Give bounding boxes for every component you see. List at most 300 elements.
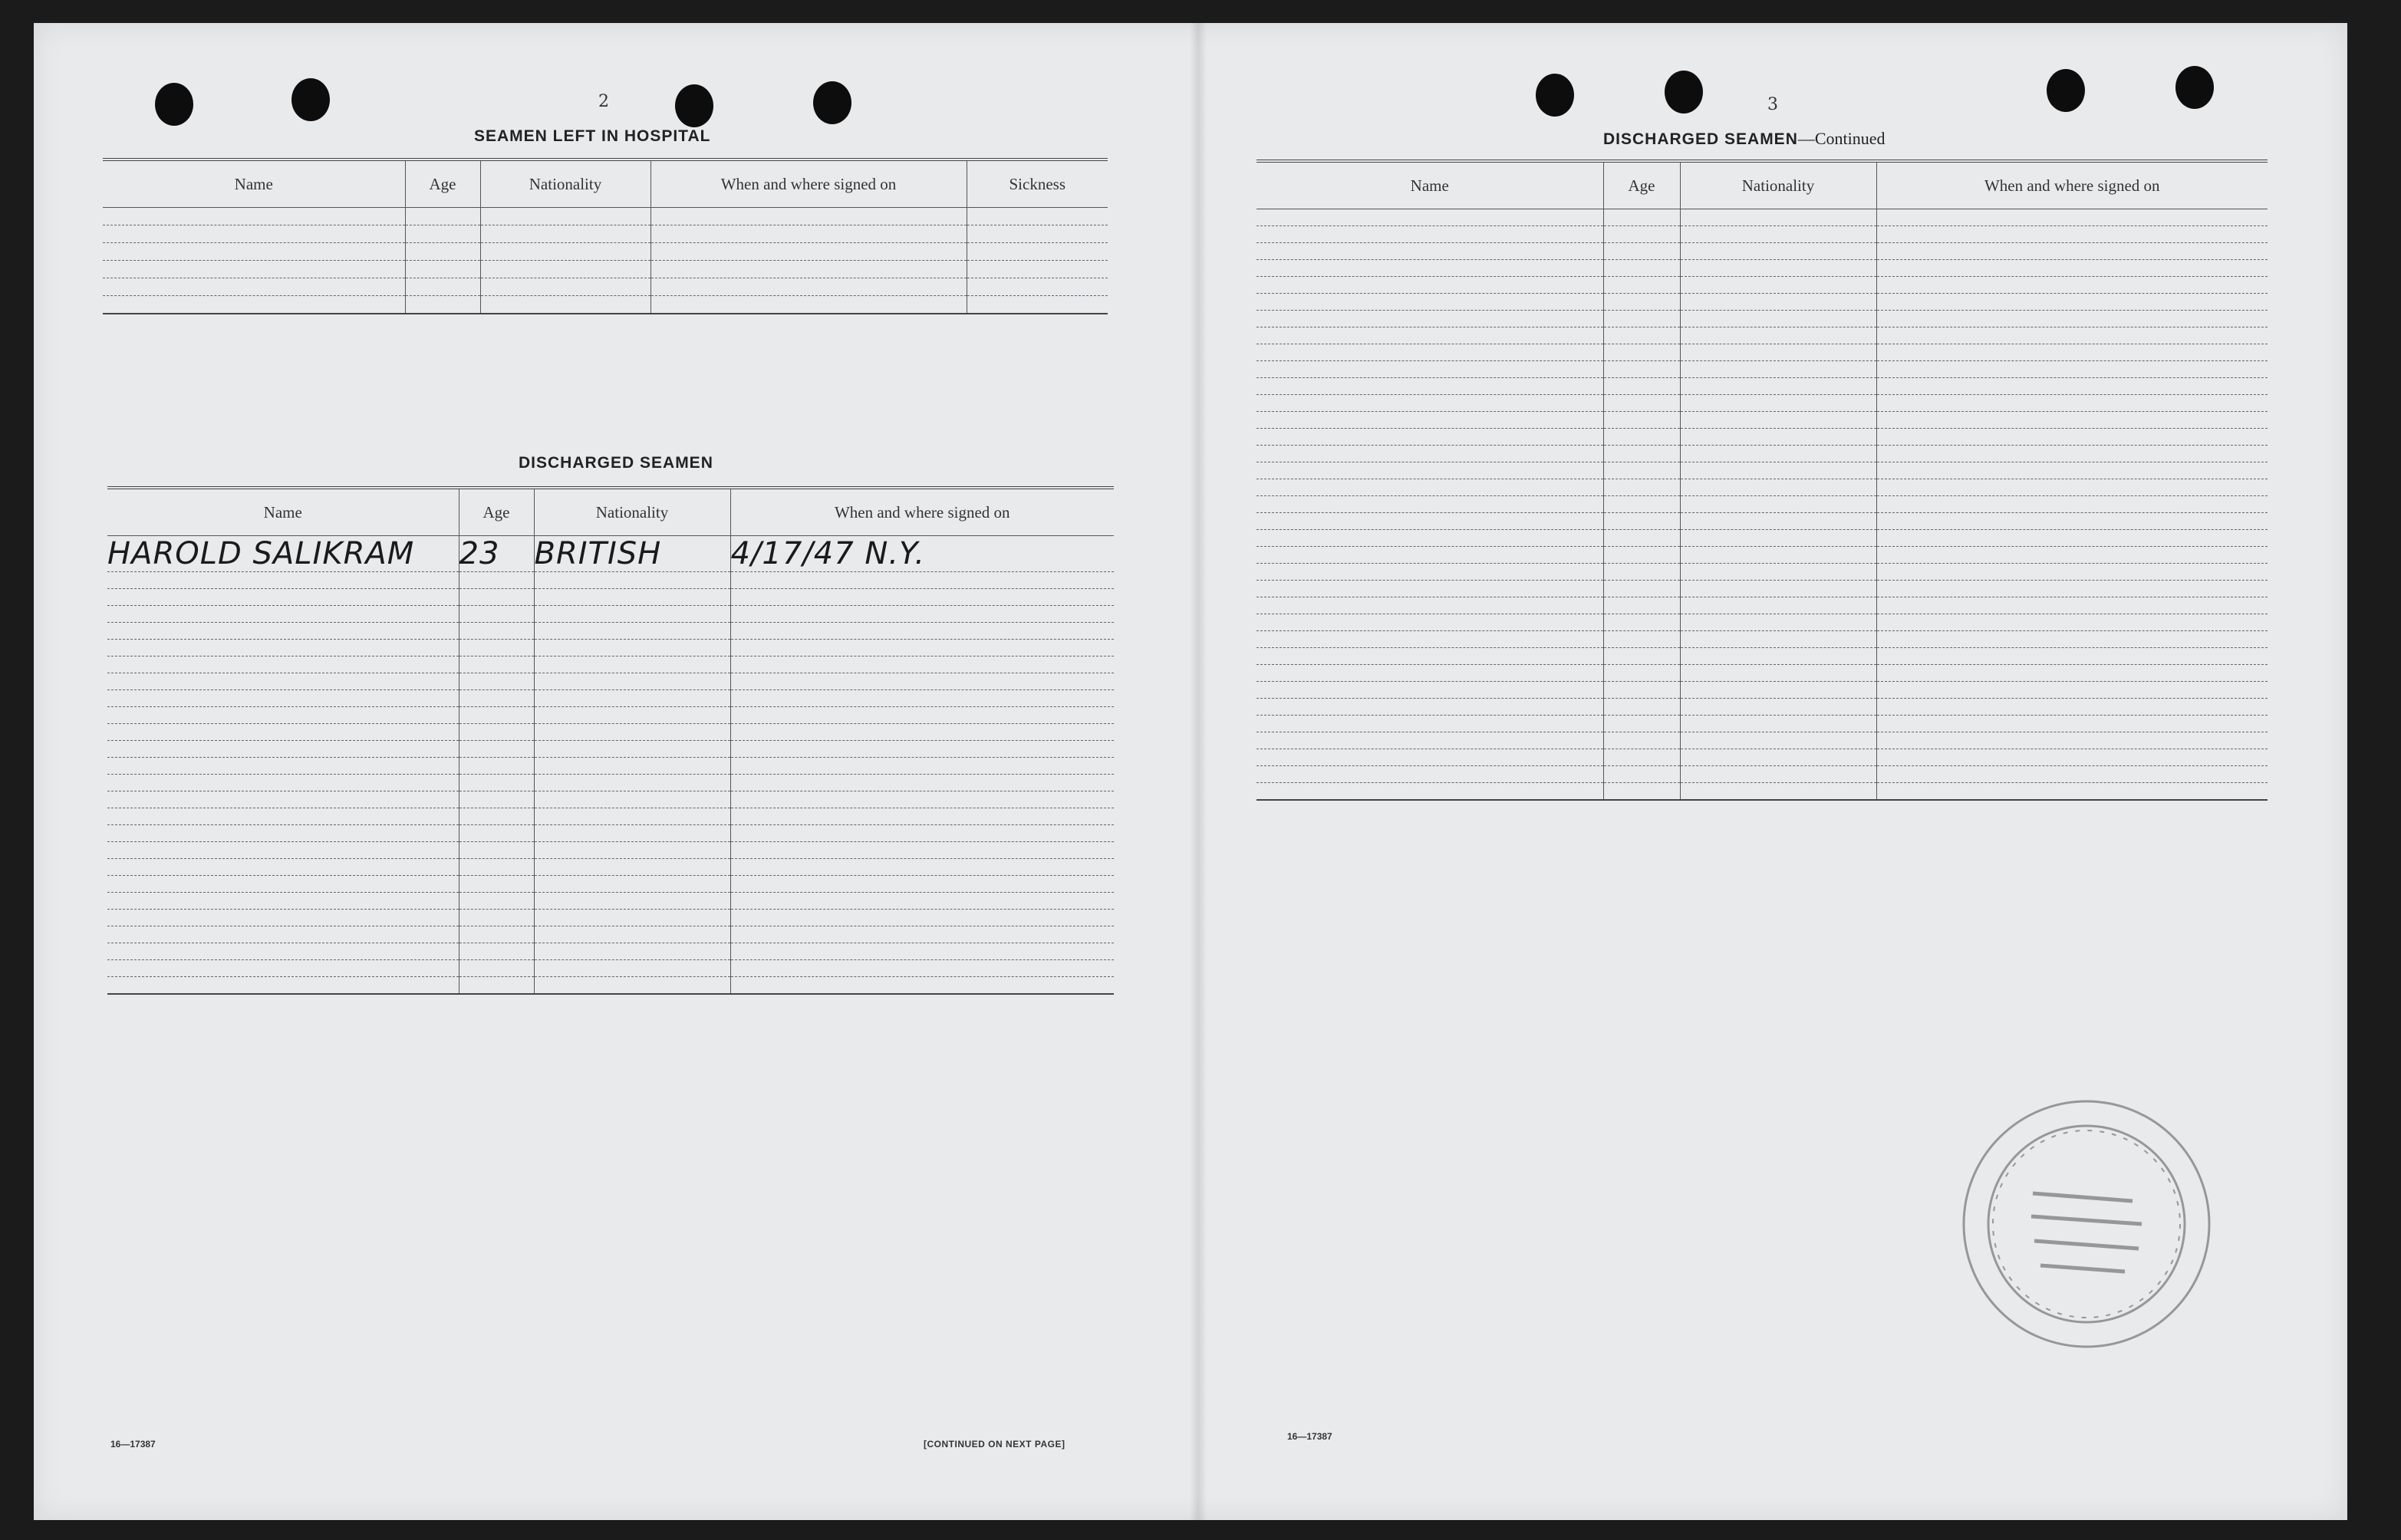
blank-cell bbox=[459, 808, 534, 825]
blank-cell bbox=[1876, 631, 2268, 648]
blank-cell bbox=[534, 656, 730, 673]
table-row bbox=[1256, 581, 2268, 597]
blank-cell bbox=[1680, 581, 1876, 597]
blank-cell bbox=[730, 775, 1114, 791]
blank-cell bbox=[459, 724, 534, 741]
blank-cell bbox=[1256, 716, 1603, 732]
blank-cell bbox=[1256, 243, 1603, 260]
table-row bbox=[1256, 665, 2268, 682]
blank-cell bbox=[405, 278, 480, 296]
blank-cell bbox=[534, 943, 730, 960]
discharged-continued-column-header: Name bbox=[1256, 161, 1603, 209]
table-row bbox=[107, 536, 1114, 572]
table-row bbox=[1256, 395, 2268, 412]
blank-cell bbox=[107, 943, 459, 960]
blank-cell bbox=[1603, 412, 1680, 429]
table-row bbox=[1256, 226, 2268, 243]
blank-cell bbox=[107, 690, 459, 707]
blank-cell bbox=[1603, 446, 1680, 462]
blank-cell bbox=[405, 243, 480, 261]
blank-cell bbox=[1256, 732, 1603, 749]
blank-cell bbox=[480, 296, 650, 314]
blank-cell bbox=[1603, 226, 1680, 243]
blank-cell bbox=[107, 859, 459, 876]
blank-cell bbox=[1680, 699, 1876, 716]
hospital-section-title: SEAMEN LEFT IN HOSPITAL bbox=[474, 127, 711, 145]
blank-cell bbox=[459, 690, 534, 707]
discharged-continued-column-header: Age bbox=[1603, 161, 1680, 209]
blank-cell bbox=[103, 296, 405, 314]
blank-cell bbox=[1876, 766, 2268, 783]
blank-cell bbox=[967, 278, 1108, 296]
blank-cell bbox=[1680, 311, 1876, 327]
blank-cell bbox=[459, 606, 534, 623]
blank-cell bbox=[534, 758, 730, 775]
blank-cell bbox=[405, 208, 480, 225]
blank-cell bbox=[1680, 479, 1876, 496]
blank-cell bbox=[1876, 716, 2268, 732]
blank-cell bbox=[1256, 395, 1603, 412]
blank-cell bbox=[1256, 446, 1603, 462]
blank-cell bbox=[1680, 513, 1876, 530]
blank-cell bbox=[1256, 749, 1603, 766]
blank-cell bbox=[459, 910, 534, 926]
blank-cell bbox=[107, 572, 459, 589]
hospital-column-header: Sickness bbox=[967, 160, 1108, 208]
table-row bbox=[107, 859, 1114, 876]
blank-cell bbox=[459, 876, 534, 893]
blank-cell bbox=[1603, 564, 1680, 581]
table-row bbox=[1256, 614, 2268, 631]
blank-cell bbox=[405, 296, 480, 314]
table-row bbox=[107, 808, 1114, 825]
blank-cell bbox=[1680, 547, 1876, 564]
blank-cell bbox=[650, 278, 967, 296]
table-row bbox=[107, 910, 1114, 926]
blank-cell bbox=[730, 977, 1114, 995]
table-row bbox=[107, 775, 1114, 791]
blank-cell bbox=[534, 572, 730, 589]
blank-cell bbox=[1603, 749, 1680, 766]
blank-cell bbox=[405, 261, 480, 278]
blank-cell bbox=[459, 758, 534, 775]
table-row bbox=[1256, 378, 2268, 395]
table-row bbox=[1256, 429, 2268, 446]
table-row bbox=[107, 741, 1114, 758]
blank-cell bbox=[1680, 749, 1876, 766]
table-row bbox=[1256, 311, 2268, 327]
blank-cell bbox=[480, 225, 650, 243]
table-row bbox=[1256, 513, 2268, 530]
punch-hole bbox=[1536, 74, 1574, 117]
blank-cell bbox=[1876, 581, 2268, 597]
page-number-right: 3 bbox=[1767, 95, 1778, 114]
blank-cell bbox=[1876, 665, 2268, 682]
table-row bbox=[107, 724, 1114, 741]
table-row bbox=[107, 926, 1114, 943]
blank-cell bbox=[1680, 614, 1876, 631]
hospital-column-header: Age bbox=[405, 160, 480, 208]
blank-cell bbox=[459, 572, 534, 589]
blank-cell bbox=[1603, 395, 1680, 412]
blank-cell bbox=[1876, 226, 2268, 243]
blank-cell bbox=[1876, 429, 2268, 446]
blank-cell bbox=[459, 673, 534, 690]
blank-cell bbox=[1680, 209, 1876, 226]
blank-cell bbox=[107, 825, 459, 842]
blank-cell bbox=[1876, 395, 2268, 412]
blank-cell bbox=[1876, 530, 2268, 547]
table-row bbox=[1256, 682, 2268, 699]
blank-cell bbox=[459, 859, 534, 876]
blank-cell bbox=[1603, 631, 1680, 648]
blank-cell bbox=[107, 926, 459, 943]
hospital-column-header: When and where signed on bbox=[650, 160, 967, 208]
blank-cell bbox=[103, 243, 405, 261]
continued-note: [CONTINUED ON NEXT PAGE] bbox=[924, 1439, 1065, 1450]
blank-cell bbox=[534, 707, 730, 724]
blank-cell bbox=[459, 825, 534, 842]
table-row bbox=[1256, 344, 2268, 361]
blank-cell bbox=[730, 623, 1114, 640]
blank-cell bbox=[459, 741, 534, 758]
blank-cell bbox=[1256, 277, 1603, 294]
blank-cell bbox=[1680, 597, 1876, 614]
blank-cell bbox=[1680, 682, 1876, 699]
blank-cell bbox=[1876, 682, 2268, 699]
blank-cell bbox=[107, 758, 459, 775]
blank-cell bbox=[1256, 631, 1603, 648]
table-row bbox=[1256, 648, 2268, 665]
blank-cell bbox=[459, 791, 534, 808]
table-row bbox=[107, 977, 1114, 995]
blank-cell bbox=[1256, 530, 1603, 547]
blank-cell bbox=[1680, 716, 1876, 732]
discharged-table bbox=[107, 486, 1114, 995]
blank-cell bbox=[1876, 327, 2268, 344]
blank-cell bbox=[1680, 361, 1876, 378]
discharged-column-header: Age bbox=[459, 488, 534, 536]
blank-cell bbox=[650, 296, 967, 314]
blank-cell bbox=[459, 842, 534, 859]
blank-cell bbox=[1256, 581, 1603, 597]
blank-cell bbox=[103, 208, 405, 225]
blank-cell bbox=[730, 589, 1114, 606]
blank-cell bbox=[103, 278, 405, 296]
blank-cell bbox=[1680, 294, 1876, 311]
blank-cell bbox=[1876, 699, 2268, 716]
blank-cell bbox=[1876, 412, 2268, 429]
blank-cell bbox=[107, 606, 459, 623]
blank-cell bbox=[459, 943, 534, 960]
table-row bbox=[1256, 327, 2268, 344]
table-row bbox=[107, 943, 1114, 960]
blank-cell bbox=[1256, 294, 1603, 311]
discharged-column-header: Nationality bbox=[534, 488, 730, 536]
table-row bbox=[103, 208, 1108, 225]
blank-cell bbox=[107, 960, 459, 977]
table-row bbox=[1256, 260, 2268, 277]
blank-cell bbox=[1680, 783, 1876, 801]
blank-cell bbox=[534, 842, 730, 859]
table-row bbox=[107, 758, 1114, 775]
blank-cell bbox=[107, 775, 459, 791]
table-row bbox=[107, 589, 1114, 606]
blank-cell bbox=[534, 808, 730, 825]
table-row bbox=[1256, 361, 2268, 378]
blank-cell bbox=[1680, 378, 1876, 395]
blank-cell bbox=[1680, 260, 1876, 277]
blank-cell bbox=[1680, 496, 1876, 513]
blank-cell bbox=[107, 791, 459, 808]
blank-cell bbox=[1603, 260, 1680, 277]
blank-cell bbox=[1876, 311, 2268, 327]
blank-cell bbox=[534, 876, 730, 893]
blank-cell bbox=[1680, 243, 1876, 260]
blank-cell bbox=[107, 656, 459, 673]
blank-cell bbox=[730, 876, 1114, 893]
blank-cell bbox=[534, 960, 730, 977]
table-row bbox=[103, 225, 1108, 243]
seaman-name: HAROLD SALIKRAM bbox=[107, 536, 459, 572]
punch-hole bbox=[813, 81, 851, 124]
blank-cell bbox=[1603, 732, 1680, 749]
blank-cell bbox=[730, 572, 1114, 589]
blank-cell bbox=[1603, 648, 1680, 665]
blank-cell bbox=[480, 261, 650, 278]
table-row bbox=[107, 825, 1114, 842]
blank-cell bbox=[103, 261, 405, 278]
blank-cell bbox=[730, 707, 1114, 724]
blank-cell bbox=[1680, 766, 1876, 783]
blank-cell bbox=[1876, 294, 2268, 311]
blank-cell bbox=[1876, 446, 2268, 462]
blank-cell bbox=[1256, 311, 1603, 327]
blank-cell bbox=[534, 775, 730, 791]
blank-cell bbox=[107, 640, 459, 656]
blank-cell bbox=[1876, 749, 2268, 766]
blank-cell bbox=[1256, 226, 1603, 243]
blank-cell bbox=[1603, 547, 1680, 564]
document-sheet bbox=[34, 23, 2347, 1520]
blank-cell bbox=[1256, 479, 1603, 496]
blank-cell bbox=[459, 707, 534, 724]
blank-cell bbox=[1256, 209, 1603, 226]
blank-cell bbox=[534, 623, 730, 640]
blank-cell bbox=[730, 791, 1114, 808]
discharged-column-header: Name bbox=[107, 488, 459, 536]
blank-cell bbox=[1256, 344, 1603, 361]
blank-cell bbox=[1603, 311, 1680, 327]
blank-cell bbox=[967, 208, 1108, 225]
blank-cell bbox=[730, 724, 1114, 741]
blank-cell bbox=[107, 589, 459, 606]
blank-cell bbox=[534, 606, 730, 623]
blank-cell bbox=[650, 261, 967, 278]
punch-hole bbox=[2175, 66, 2214, 109]
blank-cell bbox=[1680, 277, 1876, 294]
blank-cell bbox=[534, 893, 730, 910]
blank-cell bbox=[1603, 429, 1680, 446]
blank-cell bbox=[107, 808, 459, 825]
blank-cell bbox=[1603, 344, 1680, 361]
blank-cell bbox=[1603, 716, 1680, 732]
hospital-column-header: Name bbox=[103, 160, 405, 208]
blank-cell bbox=[1256, 665, 1603, 682]
blank-cell bbox=[1603, 496, 1680, 513]
blank-cell bbox=[1680, 648, 1876, 665]
blank-cell bbox=[1876, 361, 2268, 378]
blank-cell bbox=[1876, 547, 2268, 564]
blank-cell bbox=[1603, 699, 1680, 716]
seaman-nationality: BRITISH bbox=[534, 536, 730, 572]
blank-cell bbox=[730, 825, 1114, 842]
blank-cell bbox=[459, 656, 534, 673]
blank-cell bbox=[1603, 513, 1680, 530]
blank-cell bbox=[1876, 243, 2268, 260]
blank-cell bbox=[1603, 243, 1680, 260]
blank-cell bbox=[1876, 732, 2268, 749]
blank-cell bbox=[730, 640, 1114, 656]
blank-cell bbox=[1876, 783, 2268, 801]
blank-cell bbox=[1876, 648, 2268, 665]
blank-cell bbox=[650, 243, 967, 261]
blank-cell bbox=[107, 910, 459, 926]
blank-cell bbox=[730, 910, 1114, 926]
table-row bbox=[107, 640, 1114, 656]
blank-cell bbox=[1876, 344, 2268, 361]
table-row bbox=[107, 673, 1114, 690]
blank-cell bbox=[1876, 209, 2268, 226]
table-row bbox=[1256, 716, 2268, 732]
blank-cell bbox=[730, 893, 1114, 910]
blank-cell bbox=[1256, 496, 1603, 513]
hospital-table bbox=[103, 158, 1108, 314]
table-row bbox=[107, 656, 1114, 673]
blank-cell bbox=[480, 278, 650, 296]
blank-cell bbox=[967, 225, 1108, 243]
table-row bbox=[1256, 479, 2268, 496]
blank-cell bbox=[1256, 412, 1603, 429]
table-row bbox=[103, 296, 1108, 314]
table-row bbox=[1256, 209, 2268, 226]
punch-hole bbox=[291, 78, 330, 121]
table-row bbox=[107, 572, 1114, 589]
blank-cell bbox=[534, 859, 730, 876]
blank-cell bbox=[1256, 682, 1603, 699]
table-row bbox=[1256, 294, 2268, 311]
blank-cell bbox=[1256, 648, 1603, 665]
blank-cell bbox=[1680, 462, 1876, 479]
blank-cell bbox=[967, 243, 1108, 261]
discharged-section-title: DISCHARGED SEAMEN bbox=[519, 454, 713, 472]
blank-cell bbox=[1256, 766, 1603, 783]
page-number-left: 2 bbox=[598, 92, 609, 111]
blank-cell bbox=[459, 589, 534, 606]
table-row bbox=[1256, 496, 2268, 513]
blank-cell bbox=[405, 225, 480, 243]
blank-cell bbox=[1256, 547, 1603, 564]
seaman-age: 23 bbox=[459, 536, 534, 572]
blank-cell bbox=[459, 977, 534, 995]
discharged-continued-title-suffix: —Continued bbox=[1797, 129, 1886, 148]
blank-cell bbox=[1680, 412, 1876, 429]
blank-cell bbox=[1680, 344, 1876, 361]
blank-cell bbox=[1256, 783, 1603, 801]
form-code-right: 16—17387 bbox=[1287, 1431, 1332, 1442]
blank-cell bbox=[459, 775, 534, 791]
blank-cell bbox=[1680, 446, 1876, 462]
blank-cell bbox=[730, 943, 1114, 960]
blank-cell bbox=[730, 842, 1114, 859]
blank-cell bbox=[534, 673, 730, 690]
blank-cell bbox=[534, 589, 730, 606]
blank-cell bbox=[1680, 327, 1876, 344]
form-code-left: 16—17387 bbox=[110, 1439, 156, 1450]
table-row bbox=[107, 690, 1114, 707]
table-row bbox=[103, 243, 1108, 261]
table-row bbox=[1256, 783, 2268, 801]
blank-cell bbox=[534, 741, 730, 758]
table-row bbox=[1256, 732, 2268, 749]
blank-cell bbox=[1603, 277, 1680, 294]
discharged-column-header: When and where signed on bbox=[730, 488, 1114, 536]
blank-cell bbox=[1256, 378, 1603, 395]
blank-cell bbox=[1876, 277, 2268, 294]
blank-cell bbox=[1256, 564, 1603, 581]
blank-cell bbox=[534, 640, 730, 656]
blank-cell bbox=[107, 842, 459, 859]
blank-cell bbox=[1603, 614, 1680, 631]
blank-cell bbox=[1876, 513, 2268, 530]
blank-cell bbox=[730, 758, 1114, 775]
blank-cell bbox=[1876, 462, 2268, 479]
table-row bbox=[107, 623, 1114, 640]
table-row bbox=[103, 261, 1108, 278]
table-row bbox=[1256, 547, 2268, 564]
table-row bbox=[107, 791, 1114, 808]
blank-cell bbox=[967, 296, 1108, 314]
blank-cell bbox=[730, 808, 1114, 825]
table-row bbox=[1256, 243, 2268, 260]
blank-cell bbox=[1256, 614, 1603, 631]
blank-cell bbox=[1256, 597, 1603, 614]
signed-on-date-place: 4/17/47 N.Y. bbox=[730, 536, 1114, 572]
blank-cell bbox=[107, 707, 459, 724]
blank-cell bbox=[1603, 378, 1680, 395]
blank-cell bbox=[1603, 766, 1680, 783]
hospital-column-header: Nationality bbox=[480, 160, 650, 208]
page-fold bbox=[1190, 23, 1207, 1520]
table-row bbox=[107, 606, 1114, 623]
blank-cell bbox=[1603, 327, 1680, 344]
blank-cell bbox=[730, 690, 1114, 707]
blank-cell bbox=[459, 623, 534, 640]
blank-cell bbox=[1603, 361, 1680, 378]
blank-cell bbox=[1256, 361, 1603, 378]
discharged-continued-column-header: Nationality bbox=[1680, 161, 1876, 209]
blank-cell bbox=[107, 724, 459, 741]
discharged-continued-title-main: DISCHARGED SEAMEN bbox=[1603, 130, 1798, 148]
blank-cell bbox=[1256, 699, 1603, 716]
blank-cell bbox=[1256, 462, 1603, 479]
table-row bbox=[1256, 564, 2268, 581]
blank-cell bbox=[730, 960, 1114, 977]
table-row bbox=[107, 960, 1114, 977]
blank-cell bbox=[1603, 597, 1680, 614]
blank-cell bbox=[534, 825, 730, 842]
table-row bbox=[1256, 462, 2268, 479]
